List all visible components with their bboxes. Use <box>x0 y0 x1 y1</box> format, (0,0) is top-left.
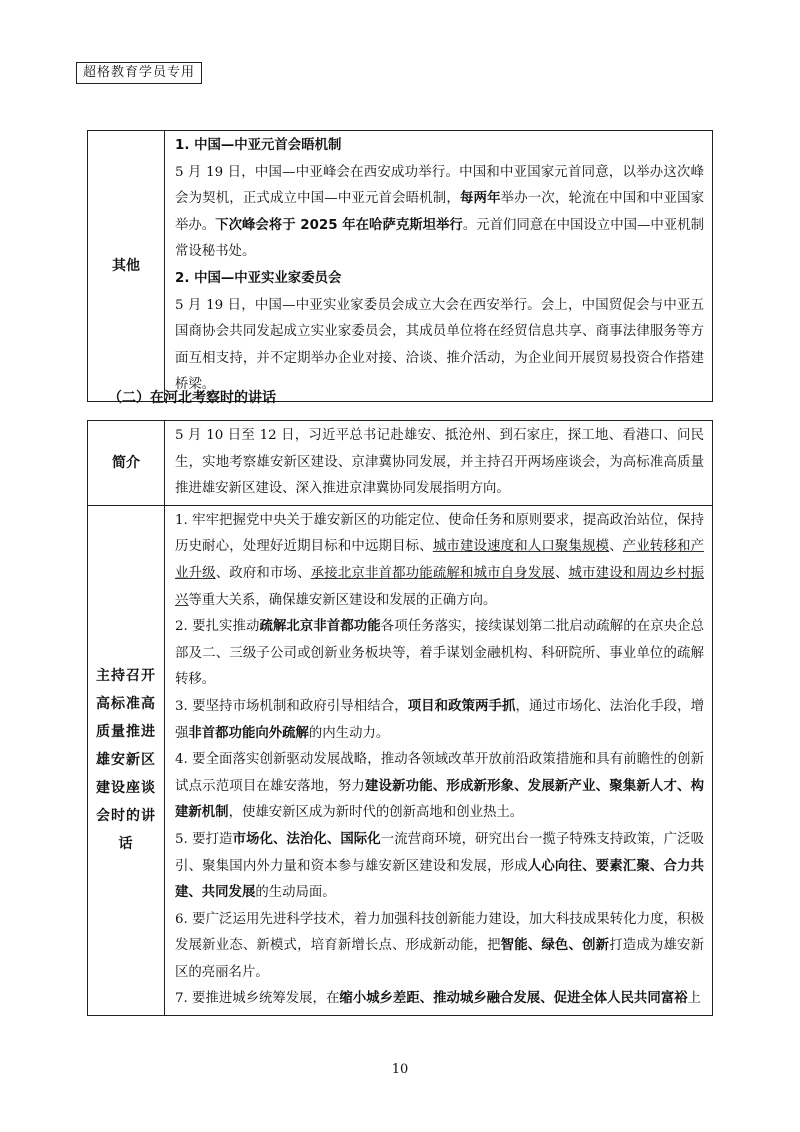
row-content-other <box>165 131 713 402</box>
speech-point-4: 4. 要全面落实创新驱动发展战略，推动各领域改革开放前沿政策措施和具有前瞻性的创新试点示范项目在雄安落地，努力建设新功能、形成新形象、发展新产业、聚集新人才、构建新机制，使雄安新区成为新时代的创新高地和创业热土。 <box>175 752 705 821</box>
speech-point-3: 3. 要坚持市场机制和政府引导相结合，项目和政策两手抓，通过市场化、法治化手段，增强非首都功能向外疏解的内生动力。 <box>175 698 705 741</box>
speech-point-5: 5. 要打造市场化、法治化、国际化一流营商环境，研究出台一揽子特殊支持政策，广泛吸引、聚集国内外力量和资本参与雄安新区建设和发展，形成人心向往、要素汇聚、合力共建、共同发展的生动局面。 <box>175 831 705 901</box>
item-title-summit-mechanism: 1. 中国—中亚元首会晤机制 <box>175 138 342 153</box>
speech-point-7: 7. 要推进城乡统筹发展，在缩小城乡差距、推动城乡融合发展、促进全体人民共同富裕上 <box>175 991 701 1007</box>
row-content-speech <box>165 505 713 1015</box>
row-label-other: 其他 <box>88 131 165 402</box>
row-label-speech <box>88 505 165 1015</box>
section-heading: （二）在河北考察时的讲话 <box>108 390 276 406</box>
watermark-label: 超格教育学员专用 <box>76 62 202 84</box>
item-title-business-council: 2. 中国—中亚实业家委员会 <box>175 270 342 286</box>
row-label-speech-text: 主持召开高标准高质量推进雄安新区建设座谈会时的讲话 <box>96 668 156 853</box>
item-text-business-council: 5 月 19 日，中国—中亚实业家委员会成立大会在西安举行。会上，中国贸促会与中亚五国商协会共同发起成立实业家委员会，其成员单位将在经贸信息共享、商事法律服务等方面互相支持，并不定期举办企业对接、洽谈、推介活动，为企业间开展贸易投资合作搭建桥梁。 <box>175 297 704 393</box>
row-label-intro: 简介 <box>88 421 165 506</box>
table-hebei <box>87 420 713 1016</box>
item-text-summit-mechanism: 5 月 19 日，中国—中亚峰会在西安成功举行。中国和中亚国家元首同意，以举办这次峰会为契机，正式成立中国—中亚元首会晤机制，每两年举办一次，轮流在中国和中亚国家举办。下次峰会将于 2025 年在哈萨克斯坦举行。元首们同意在中国设立中国—中亚机制常设秘书处。 <box>175 164 705 260</box>
speech-point-2: 2. 要扎实推动疏解北京非首都功能各项任务落实，接续谋划第二批启动疏解的在京央企总部及二、三级子公司或创新业务板块等，着手谋划金融机构、科研院所、事业单位的疏解转移。 <box>175 619 705 688</box>
page-number: 10 <box>391 1062 409 1077</box>
row-content-intro: 5 月 10 日至 12 日，习近平总书记赴雄安、抵沧州、到石家庄，探工地、看港口、问民生，实地考察雄安新区建设、京津冀协同发展，并主持召开两场座谈会，为高标准高质量推进雄安新区建设、深入推进京津冀协同发展指明方向。 <box>165 421 713 506</box>
table-other <box>87 130 713 402</box>
speech-point-1: 1. 牢牢把握党中央关于雄安新区的功能定位、使命任务和原则要求，提高政治站位，保持历史耐心，处理好近期目标和中远期目标、城市建设速度和人口聚集规模、产业转移和产业升级、政府和市场、承接北京非首都功能疏解和城市自身发展、城市建设和周边乡村振兴等重大关系，确保雄安新区建设和发展的正确方向。 <box>175 512 705 608</box>
speech-point-6: 6. 要广泛运用先进科学技术，着力加强科技创新能力建设，加大科技成果转化力度，积极发展新业态、新模式，培育新增长点、形成新动能，把智能、绿色、创新打造成为雄安新区的亮丽名片。 <box>175 911 705 980</box>
